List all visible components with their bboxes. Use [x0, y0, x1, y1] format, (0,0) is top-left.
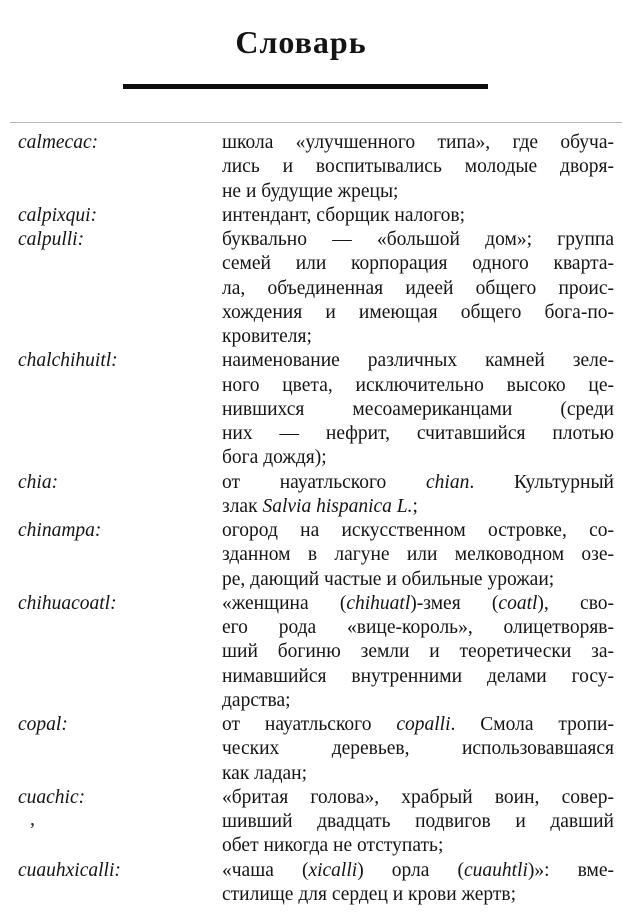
definition-line: нимавшийся внутренними делами госу-: [222, 665, 614, 687]
definition-line: от науатльского copalli. Смола тропи-: [222, 714, 614, 735]
italic-foreign-word: chian: [426, 471, 470, 493]
definition: [222, 786, 614, 859]
definition-line: от науатльского chian. Культурный: [222, 471, 614, 493]
definition-line: его рода «вице-король», олицетворяв-: [222, 617, 614, 638]
definition-line: дарства;: [222, 689, 291, 711]
glossary-entry: [18, 713, 614, 786]
definition-line: как ладан;: [222, 762, 307, 784]
scan-artifact-mark: ,: [30, 808, 35, 830]
definition: [222, 349, 614, 470]
definition-line: огород на искусственном островке, со-: [222, 520, 614, 541]
definition: [222, 471, 614, 520]
definition-line: лись и воспитывались молодые дворя-: [222, 156, 614, 178]
term-label: calpixqui:: [18, 204, 98, 226]
term-label: cuauhxicalli:: [18, 859, 121, 881]
definition-line: ного цвета, исключительно высоко це-: [222, 374, 614, 396]
definition-line: семей или корпорация одного кварта-: [222, 253, 614, 275]
glossary-entry: [18, 228, 614, 349]
definition-line: них — нефрит, считавшийся плотью: [222, 423, 614, 444]
definition-line: «женщина (chihuatl)-змея (coatl), сво-: [222, 592, 615, 614]
italic-foreign-word: chihuatl: [346, 592, 411, 614]
definition-line: ла, объединенная идеей общего проис-: [222, 277, 614, 299]
glossary-entry: [18, 592, 614, 713]
definition-line: стилище для сердец и крови жертв;: [222, 883, 517, 905]
definition: [222, 519, 614, 592]
definition-line: злак Salvia hispanica L.;: [222, 495, 418, 517]
page-title: Словарь: [235, 24, 367, 60]
definition: [222, 204, 614, 228]
italic-foreign-word: Salvia hispanica L.: [262, 495, 413, 517]
title-rule: [123, 84, 488, 89]
glossary-entry: [18, 204, 614, 228]
definition: [222, 592, 614, 713]
term-label: chinampa:: [18, 520, 102, 541]
italic-foreign-word: copalli: [396, 714, 451, 735]
term-label: calpulli:: [18, 229, 85, 250]
definition: [222, 713, 614, 786]
term-label: chihuacoatl:: [18, 592, 117, 614]
glossary-entry: [18, 349, 614, 470]
definition: [222, 859, 614, 908]
definition-line: интендант, сборщик налогов;: [222, 204, 466, 226]
term-label: copal:: [18, 714, 68, 735]
term-label: chia:: [18, 471, 59, 493]
italic-foreign-word: xicalli: [308, 859, 358, 881]
definition-line: наименование различных камней зеле-: [222, 350, 614, 372]
definition-line: «чаша (xicalli) орла (cuauhtli)»: вме-: [222, 859, 614, 881]
definition-line: хождения и имеющая общего бога-по-: [222, 301, 614, 323]
definition: [222, 228, 614, 349]
term-label: calmecac:: [18, 132, 99, 153]
glossary-entry: [18, 471, 614, 520]
definition-line: ший богиню земли и теоретически за-: [222, 641, 614, 663]
definition-line: ре, дающий частые и обильные урожаи;: [222, 568, 555, 590]
definition-line: «бритая голова», храбрый воин, совер-: [222, 786, 614, 808]
glossary-entry: [18, 131, 614, 204]
definition-line: не и будущие жрецы;: [222, 180, 399, 202]
glossary-entry: [18, 859, 614, 908]
definition-line: зданном в лагуне или мелководном озе-: [222, 544, 614, 566]
definition-line: обет никогда не отступать;: [222, 835, 444, 857]
definition-line: нившихся месоамериканцами (среди: [222, 398, 614, 420]
definition-line: шивший двадцать подвигов и давший: [222, 811, 614, 832]
definition-line: буквально — «большой дом»; группа: [222, 229, 614, 250]
definition-line: ческих деревьев, использовавшаяся: [222, 738, 614, 760]
term-label: chalchihuitl:: [18, 350, 118, 372]
glossary-entry: [18, 519, 614, 592]
italic-foreign-word: cuauhtli: [463, 859, 528, 881]
glossary: [18, 131, 614, 907]
definition: [222, 131, 614, 204]
italic-foreign-word: coatl: [498, 592, 538, 614]
glossary-entry: [18, 786, 614, 859]
definition-line: кровителя;: [222, 326, 312, 347]
definition-line: бога дождя);: [222, 447, 327, 469]
term-label: cuachic:: [18, 786, 86, 808]
separator-line: [10, 122, 622, 123]
definition-line: школа «улучшенного типа», где обуча-: [222, 132, 614, 153]
